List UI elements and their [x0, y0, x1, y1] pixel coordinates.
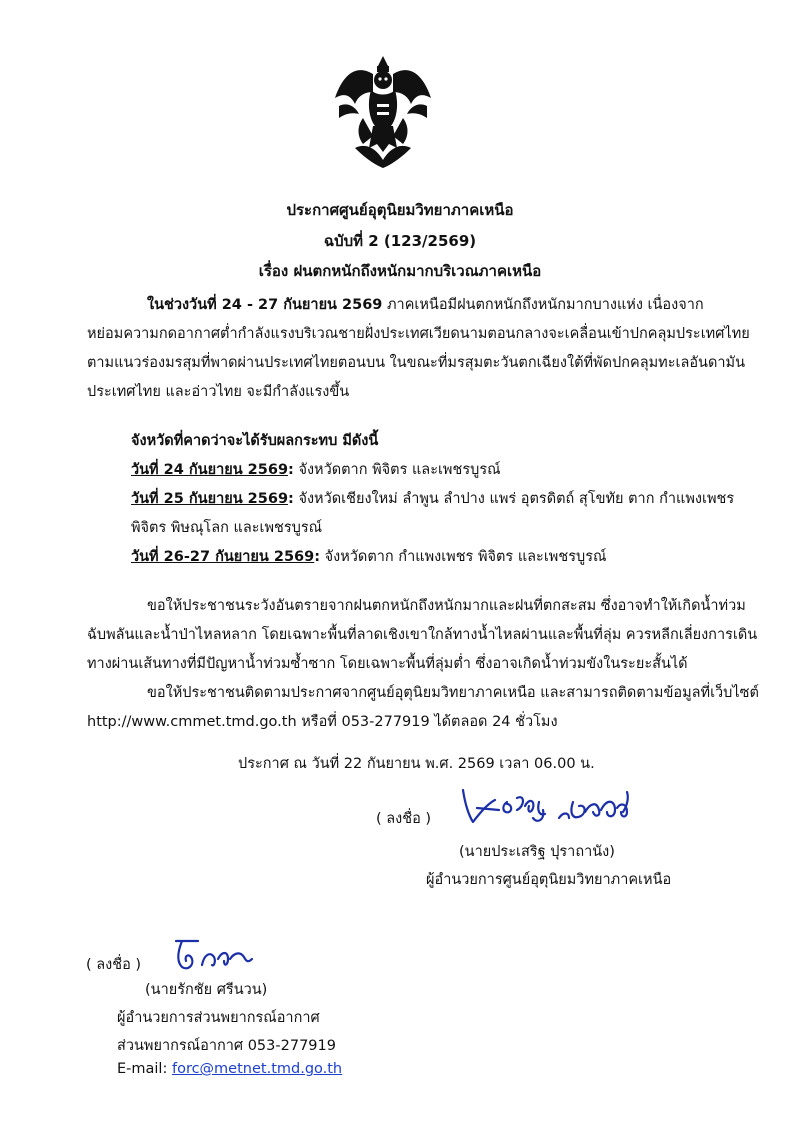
signer2-department: ส่วนพยากรณ์อากาศ 053-277919 — [117, 1038, 336, 1054]
warning-line-3: ทางผ่านเส้นทางที่มีปัญหาน้ำท่วมซ้ำซาก โดยเฉพาะพื้นที่ลุ่มต่ำ ซึ่งอาจเกิดน้ำท่วมขังในระยะสั้นได้ — [87, 656, 688, 672]
document-title: ประกาศศูนย์อุตุนิยมวิทยาภาคเหนือ — [286, 201, 514, 219]
signature-1 — [455, 782, 640, 834]
affected-section — [131, 427, 735, 572]
signer1-position: ผู้อำนวยการศูนย์อุตุนิยมวิทยาภาคเหนือ — [426, 872, 672, 888]
signer2-sign-label: ( ลงชื่อ ) — [86, 957, 142, 973]
issue-number: ฉบับที่ 2 (123/2569) — [323, 232, 477, 250]
signer2-email-row — [117, 1061, 342, 1077]
subject-line: เรื่อง ฝนตกหนักถึงหนักมากบริเวณภาคเหนือ — [258, 262, 542, 280]
intro-paragraph — [87, 291, 750, 407]
email-link[interactable]: forc@metnet.tmd.go.th — [171, 1061, 343, 1077]
intro-line-2: หย่อมความกดอากาศต่ำกำลังแรงบริเวณชายฝั่งประเทศเวียดนามตอนกลางจะเคลื่อนเข้าปกคลุมประเทศไทย — [87, 326, 750, 342]
warning-line-1: ขอให้ประชาชนระวังอันตรายจากฝนตกหนักถึงหนักมากและฝนที่ตกสะสม ซึ่งอาจทำให้เกิดน้ำท่วม — [147, 598, 746, 614]
intro-line-1: ในช่วงวันที่ 24 - 27 กันยายน 2569 ภาคเหนือมีฝนตกหนักถึงหนักมากบางแห่ง เนื่องจาก — [147, 297, 704, 313]
intro-line-3: ตามแนวร่องมรสุมที่พาดผ่านประเทศไทยตอนบน ในขณะที่มรสุมตะวันตกเฉียงใต้ที่พัดปกคลุมทะเลอันดามัน — [87, 355, 745, 371]
signer1-name: (นายประเสริฐ ปุราถานัง) — [459, 844, 615, 860]
affected-heading: จังหวัดที่คาดว่าจะได้รับผลกระทบ มีดังนี้ — [131, 433, 379, 449]
email-label: E-mail: — [117, 1061, 172, 1077]
signer2-name: (นายรักชัย ศรีนวน) — [145, 982, 268, 998]
garuda-emblem-icon — [333, 52, 433, 170]
affected-day-2-cont: พิจิตร พิษณุโลก และเพชรบูรณ์ — [131, 520, 323, 536]
follow-line-1: ขอให้ประชาชนติดตามประกาศจากศูนย์อุตุนิยมวิทยาภาคเหนือ และสามารถติดตามข้อมูลที่เว็บไซต์ — [147, 685, 759, 701]
follow-paragraph — [87, 679, 759, 737]
intro-lead: ในช่วงวันที่ 24 - 27 กันยายน 2569 — [147, 297, 383, 313]
intro-line-4: ประเทศไทย และอ่าวไทย จะมีกำลังแรงขึ้น — [87, 384, 350, 400]
signer1-sign-label: ( ลงชื่อ ) — [376, 811, 432, 827]
affected-day-1: วันที่ 24 กันยายน 2569: จังหวัดตาก พิจิตร และเพชรบูรณ์ — [131, 462, 501, 478]
warning-line-2: ฉับพลันและน้ำป่าไหลหลาก โดยเฉพาะพื้นที่ลาดเชิงเขาใกล้ทางน้ำไหลผ่านและพื้นที่ลุ่ม ควรหลีกเลี่ยงการเดิน — [87, 627, 758, 643]
signature-2 — [168, 935, 258, 975]
warning-paragraph — [87, 592, 758, 679]
affected-day-3: วันที่ 26-27 กันยายน 2569: จังหวัดตาก กำแพงเพชร พิจิตร และเพชรบูรณ์ — [131, 549, 607, 565]
follow-line-2: http://www.cmmet.tmd.go.th หรือที่ 053-277919 ได้ตลอด 24 ชั่วโมง — [87, 714, 558, 730]
signer2-position: ผู้อำนวยการส่วนพยากรณ์อากาศ — [117, 1010, 320, 1026]
affected-day-2: วันที่ 25 กันยายน 2569: จังหวัดเชียงใหม่ ลำพูน ลำปาง แพร่ อุตรดิตถ์ สุโขทัย ตาก กำแพงเพชร — [131, 491, 735, 507]
announcement-date: ประกาศ ณ วันที่ 22 กันยายน พ.ศ. 2569 เวลา 06.00 น. — [238, 756, 595, 772]
